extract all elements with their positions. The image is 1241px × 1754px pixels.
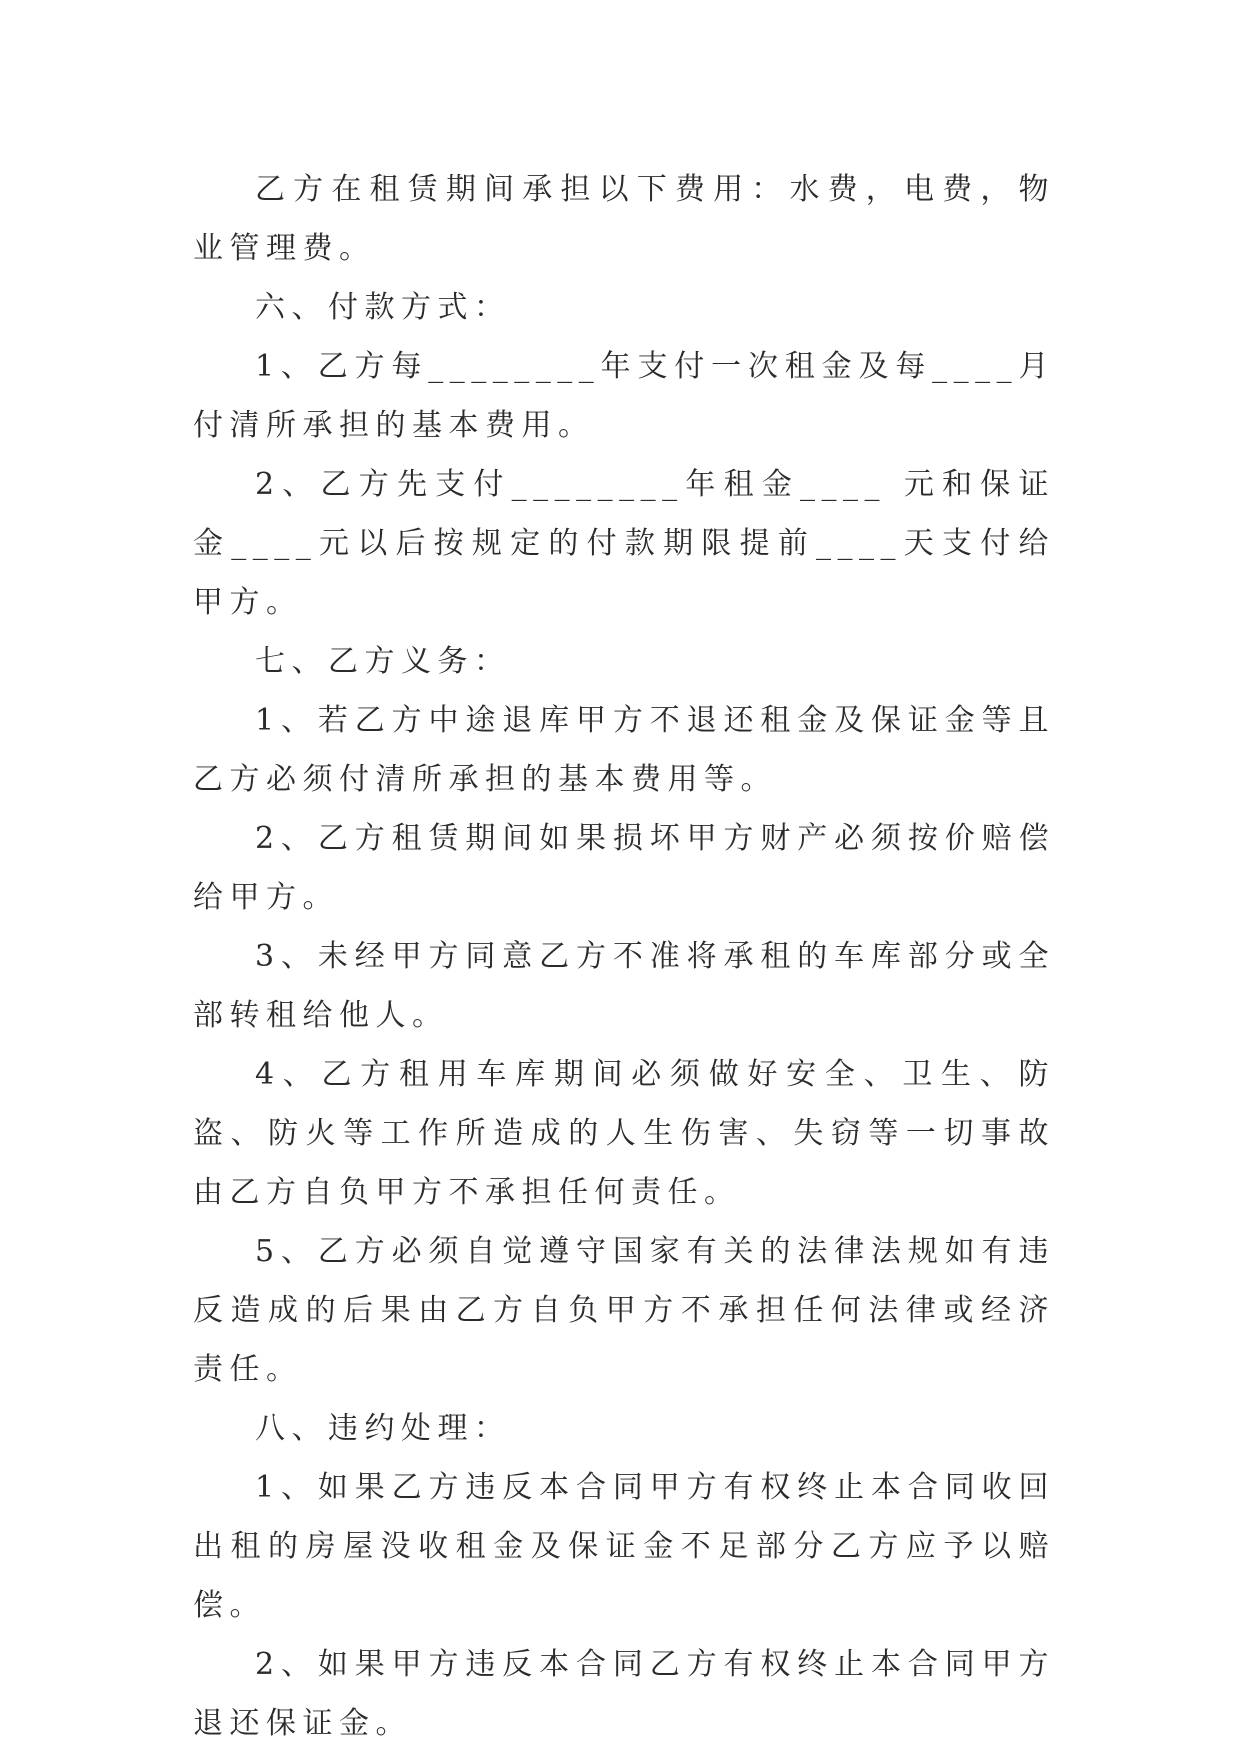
- paragraph-obligation-2: 2、乙方租赁期间如果损坏甲方财产必须按价赔偿给甲方。: [193, 821, 1055, 915]
- paragraph-payment-2: 2、乙方先支付________年租金____ 元和保证金____元以后按规定的付款期限提前____天支付给甲方。: [193, 467, 1055, 620]
- section-heading-breach: 八、违约处理：: [255, 1411, 511, 1446]
- paragraph-fees: 乙方在租赁期间承担以下费用：水费，电费，物业管理费。: [193, 172, 1055, 266]
- section-heading-payment: 六、付款方式：: [255, 290, 511, 325]
- paragraph-obligation-1: 1、若乙方中途退库甲方不退还租金及保证金等且乙方必须付清所承担的基本费用等。: [193, 703, 1055, 797]
- paragraph-payment-1: 1、乙方每________年支付一次租金及每____月付清所承担的基本费用。: [193, 349, 1055, 443]
- paragraph-breach-1: 1、如果乙方违反本合同甲方有权终止本合同收回出租的房屋没收租金及保证金不足部分乙方应予以赔偿。: [193, 1470, 1055, 1623]
- paragraph-obligation-3: 3、未经甲方同意乙方不准将承租的车库部分或全部转租给他人。: [193, 939, 1055, 1033]
- paragraph-obligation-4: 4、乙方租用车库期间必须做好安全、卫生、防盗、防火等工作所造成的人生伤害、失窃等一切事故由乙方自负甲方不承担任何责任。: [193, 1057, 1055, 1210]
- paragraph-breach-2: 2、如果甲方违反本合同乙方有权终止本合同甲方退还保证金。: [193, 1647, 1055, 1741]
- paragraph-obligation-5: 5、乙方必须自觉遵守国家有关的法律法规如有违反造成的后果由乙方自负甲方不承担任何法律或经济责任。: [193, 1234, 1055, 1387]
- document-body: [193, 160, 1055, 1753]
- section-heading-obligations: 七、乙方义务：: [255, 644, 511, 679]
